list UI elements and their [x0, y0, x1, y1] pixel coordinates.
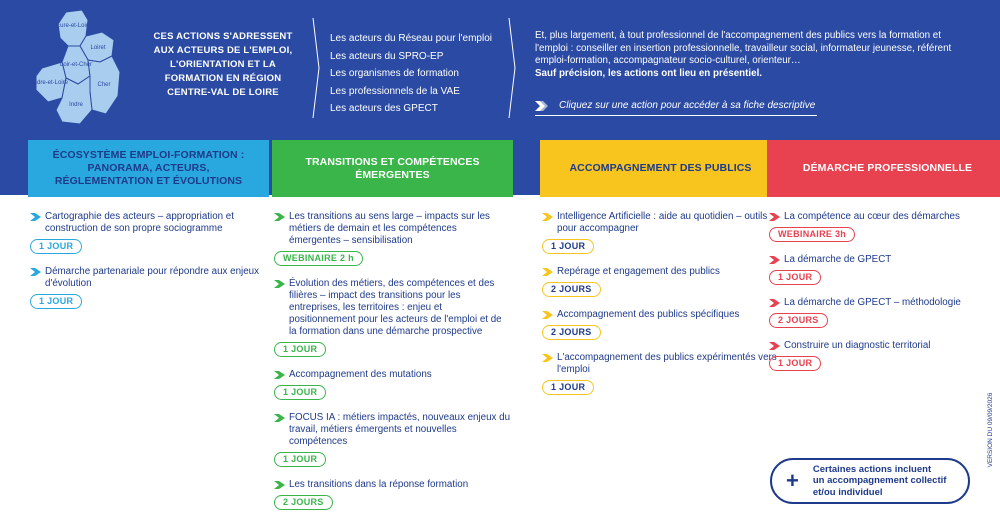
chevron-right-icon [30, 213, 41, 221]
click-hint-text: Cliquez sur une action pour accéder à sa fiche descriptive [559, 100, 816, 111]
duration-badge: 1 JOUR [30, 239, 82, 254]
audience-heading [148, 30, 298, 100]
action-item[interactable] [769, 254, 1000, 285]
map-region-label: Loiret [90, 45, 106, 51]
chevron-right-icon [274, 280, 285, 288]
map-region-label: Loir-et-Cher [59, 62, 93, 68]
action-item[interactable] [769, 340, 1000, 371]
action-title[interactable]: La compétence au cœur des démarches [784, 211, 960, 222]
chevron-right-icon [542, 268, 553, 276]
column-title: TRANSITIONS ET COMPÉTENCES ÉMERGENTES [272, 140, 513, 197]
action-item[interactable] [274, 278, 511, 357]
duration-badge: 2 JOURS [274, 495, 333, 510]
duration-badge: 1 JOUR [274, 452, 326, 467]
map-region-label: Indre-et-Loire [31, 80, 69, 86]
column-title: ÉCOSYSTÈME EMPLOI-FORMATION : PANORAMA, ACTEURS, RÉGLEMENTATION ET ÉVOLUTIONS [28, 140, 269, 197]
double-chevron-icon [535, 101, 549, 111]
action-title[interactable]: La démarche de GPECT [784, 254, 892, 265]
chevron-divider [312, 18, 320, 118]
column-transitions [272, 140, 513, 522]
column-title: DÉMARCHE PROFESSIONNELLE [767, 140, 1000, 197]
duration-badge: 2 JOURS [542, 282, 601, 297]
duration-badge: 1 JOUR [274, 342, 326, 357]
action-item[interactable] [274, 412, 511, 467]
action-title[interactable]: Accompagnement des publics spécifiques [557, 309, 740, 320]
action-item[interactable] [30, 266, 267, 309]
region-map [28, 6, 138, 136]
chevron-right-icon [769, 256, 780, 264]
action-item[interactable] [274, 211, 511, 266]
actors-list [330, 30, 492, 118]
duration-badge: 2 JOURS [769, 313, 828, 328]
chevron-right-icon [30, 268, 41, 276]
actor-item: Les acteurs du SPRO-EP [330, 50, 444, 62]
chevron-right-icon [542, 354, 553, 362]
note-line: et/ou individuel [812, 486, 883, 498]
actor-item: Les organismes de formation [330, 68, 459, 79]
collective-support-note [770, 458, 970, 504]
action-title[interactable]: Construire un diagnostic territorial [784, 340, 931, 351]
duration-badge: 1 JOUR [542, 380, 594, 395]
action-item[interactable] [542, 352, 779, 395]
presential-note: Sauf précision, les actions ont lieu en présentiel. [535, 67, 763, 79]
action-title[interactable]: Les transitions au sens large – impacts sur les métiers de demain et les compétences émergentes – sensibilisation [289, 211, 490, 246]
action-title[interactable]: Évolution des métiers, des compétences et des filières – impact des transitions pour les entreprises, les territoires : enjeu et positionnement pour les acteurs de l'emploi et de la formation dans une démarche prospective [289, 278, 502, 337]
map-region-label: Indre [69, 102, 83, 108]
action-title[interactable]: Intelligence Artificielle : aide au quotidien – outils pour accompagner [557, 211, 768, 234]
chevron-right-icon [769, 342, 780, 350]
actor-item: Les acteurs des GPECT [330, 103, 438, 114]
duration-badge: 1 JOUR [769, 356, 821, 371]
action-item[interactable] [274, 479, 511, 510]
chevron-right-icon [769, 213, 780, 221]
column-ecosysteme [28, 140, 269, 321]
action-title[interactable]: Accompagnement des mutations [289, 369, 432, 380]
action-title[interactable]: Repérage et engagement des publics [557, 266, 720, 277]
note-line: Certaines actions incluent [812, 463, 932, 475]
note-line: un accompagnement collectif [812, 475, 947, 487]
column-demarche [767, 140, 1000, 383]
map-region-label: Cher [97, 82, 111, 88]
general-audience-text [535, 30, 965, 80]
plus-icon: + [786, 468, 799, 493]
action-item[interactable] [542, 266, 779, 297]
chevron-right-icon [769, 299, 780, 307]
chevron-right-icon [274, 481, 285, 489]
action-title[interactable]: La démarche de GPECT – méthodologie [784, 297, 961, 308]
click-hint [535, 96, 817, 116]
actor-item: Les professionnels de la VAE [330, 85, 460, 97]
actor-item: Les acteurs du Réseau pour l'emploi [330, 33, 493, 44]
action-item[interactable] [30, 211, 267, 254]
action-item[interactable] [769, 211, 1000, 242]
audience-line: AUX ACTEURS DE L'EMPLOI, [153, 45, 293, 56]
audience-line: L'ORIENTATION ET LA [170, 59, 276, 70]
audience-line: CES ACTIONS S'ADRESSENT [153, 31, 293, 42]
version-label [983, 370, 995, 490]
action-title[interactable]: L'accompagnement des publics expérimentés vers l'emploi [557, 352, 777, 375]
duration-badge: 1 JOUR [769, 270, 821, 285]
duration-badge: 2 JOURS [542, 325, 601, 340]
column-accompagnement [540, 140, 781, 407]
duration-badge: 1 JOUR [30, 294, 82, 309]
action-item[interactable] [542, 211, 779, 254]
chevron-right-icon [274, 371, 285, 379]
version-text: VERSION DU 09/09/2026 [987, 392, 994, 468]
chevron-right-icon [542, 213, 553, 221]
action-item[interactable] [769, 297, 1000, 328]
action-item[interactable] [274, 369, 511, 400]
duration-badge: 1 JOUR [274, 385, 326, 400]
map-region-label: Eure-et-Loir [56, 23, 88, 29]
duration-badge: WEBINAIRE 2 h [274, 251, 363, 266]
action-title[interactable]: FOCUS IA : métiers impactés, nouveaux enjeux du travail, métiers émergents et nouvelles compétences [289, 412, 511, 447]
duration-badge: 1 JOUR [542, 239, 594, 254]
chevron-right-icon [542, 311, 553, 319]
chevron-right-icon [274, 414, 285, 422]
action-item[interactable] [542, 309, 779, 340]
chevron-divider [508, 18, 516, 118]
action-title[interactable]: Cartographie des acteurs – appropriation et construction de son propre sociogramme [45, 211, 234, 234]
column-title: ACCOMPAGNEMENT DES PUBLICS [540, 140, 781, 197]
audience-line: FORMATION EN RÉGION [164, 73, 282, 84]
action-title[interactable]: Démarche partenariale pour répondre aux enjeux d'évolution [45, 266, 260, 289]
general-text: Et, plus largement, à tout professionnel de l'accompagnement des publics vers la formation et l'emploi : conseiller en insertion professionnelle, travailleur social, informateur jeunesse, référent emploi-formation, accompagnateur socio-culturel, orienteur… [535, 30, 952, 66]
action-title[interactable]: Les transitions dans la réponse formation [289, 479, 469, 490]
audience-line: CENTRE-VAL DE LOIRE [167, 87, 279, 98]
chevron-right-icon [274, 213, 285, 221]
duration-badge: WEBINAIRE 3h [769, 227, 855, 242]
